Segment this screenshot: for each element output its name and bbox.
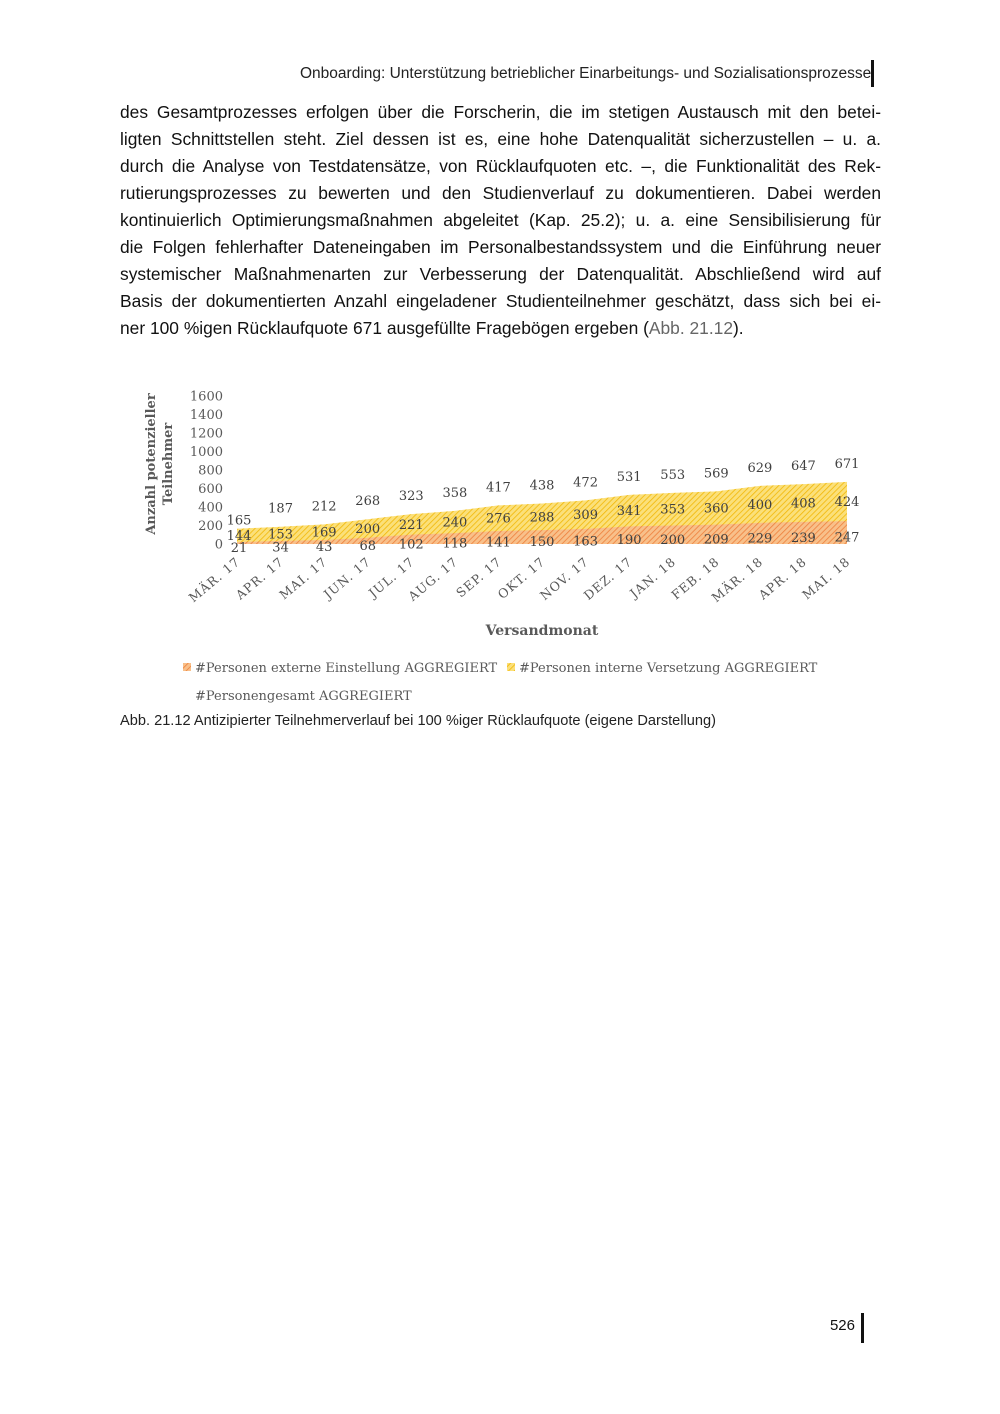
legend-label: #Personen externe Einstellung AGGREGIERT [195,661,498,676]
running-header: Onboarding: Unterstützung betrieblicher Einarbeitungs- und Sozialisationsprozesse [300,65,872,82]
data-label-intern: 276 [486,511,511,527]
data-label-extern: 34 [272,540,289,556]
legend-swatch [507,663,515,671]
data-label-gesamt: 438 [529,478,555,494]
data-label-gesamt: 165 [226,513,252,529]
x-tick-label: OKT. 17 [494,553,548,602]
paragraph-last-line-start: ner 100 %igen Rücklaufquote 671 ausgefüllte Fragebögen ergeben ( [120,318,649,338]
data-label-gesamt: 323 [398,489,424,505]
paragraph-line: rutierungsprozesses zu bewerten und den Studienverlauf zu dokumentieren. Dabei werden [120,183,881,203]
legend-swatch [183,663,191,671]
footer-rule [861,1313,864,1343]
area-chart [120,380,880,710]
paragraph-line: des Gesamtprozesses erfolgen über die Forscherin, die im stetigen Austausch mit den betei- [120,102,881,122]
data-label-gesamt: 671 [834,456,860,472]
data-label-gesamt: 472 [573,475,598,491]
data-label-intern: 424 [834,495,860,511]
data-label-extern: 68 [359,538,376,554]
y-axis-title [144,393,176,535]
data-label-extern: 141 [486,535,511,551]
data-label-intern: 341 [616,504,642,520]
data-label-extern: 21 [230,541,248,557]
y-tick-label: 1400 [189,408,223,423]
paragraph-line: ligten Schnittstellen steht. Ziel dessen ist es, eine hohe Datenqualität sicherzustellen – u. a. [120,129,881,149]
data-label-intern: 221 [398,517,424,533]
x-tick-label: APR. 18 [755,553,810,603]
data-label-intern: 353 [660,502,686,518]
legend-label: #Personen interne Versetzung AGGREGIERT [519,661,818,676]
legend-label: #Personengesamt AGGREGIERT [195,689,412,704]
y-tick-label: 400 [198,500,223,516]
data-label-intern: 200 [355,521,381,537]
data-label-extern: 247 [834,530,860,546]
data-label-extern: 190 [616,533,642,549]
body-paragraph [120,99,881,342]
x-axis-ticks [185,553,853,605]
x-tick-label: FEB. 18 [668,553,723,603]
data-label-intern: 144 [226,528,252,544]
data-label-intern: 153 [268,527,293,543]
x-axis-title: Versandmonat [485,623,599,639]
x-tick-label: MAI. 18 [799,553,853,603]
paragraph-line: Basis der dokumentierten Anzahl eingeladener Studienteilnehmer geschätzt, dass sich bei ei- [120,291,881,311]
x-tick-label: NOV. 17 [536,553,592,604]
paragraph-line: durch die Analyse von Testdatensätze, von Rücklaufquoten etc. –, die Funktionalität des Rek- [120,156,881,176]
data-label-intern: 408 [791,496,816,512]
y-tick-label: 200 [198,519,223,534]
data-label-extern: 209 [703,532,729,548]
data-label-extern: 239 [791,530,816,546]
data-label-gesamt: 358 [442,485,468,501]
data-label-intern: 400 [747,497,773,513]
data-label-gesamt: 553 [660,467,686,483]
data-label-gesamt: 647 [791,459,816,475]
y-axis-ticks [190,390,223,553]
paragraph-line: die Folgen fehlerhafter Dateneingaben im Personalbestandssystem und die Einführung neuer [120,237,881,257]
data-label-gesamt: 417 [486,480,511,496]
data-label-intern: 288 [529,510,555,526]
data-label-intern: 169 [311,525,337,541]
data-label-extern: 43 [315,540,333,556]
x-tick-label: JAN. 18 [626,553,679,601]
y-tick-label: 1200 [189,426,223,442]
data-label-extern: 102 [398,537,424,553]
data-label-gesamt: 268 [355,494,381,510]
data-label-gesamt: 212 [311,499,337,515]
y-tick-label: 1600 [189,389,223,405]
x-tick-label: MAI. 17 [276,553,331,603]
data-label-gesamt: 629 [747,460,773,476]
x-tick-label: MÄR. 18 [708,553,766,606]
data-label-extern: 150 [529,535,555,551]
header-rule [871,60,874,87]
x-tick-label: MÄR. 17 [185,553,243,606]
paragraph-line: systemischer Maßnahmenarten zur Verbesserung der Datenqualität. Abschließend wird auf [120,264,881,284]
paragraph-last-line [120,315,881,342]
x-tick-label: DEZ. 17 [580,553,636,603]
x-tick-label: SEP. 17 [453,553,505,601]
x-tick-label: AUG. 17 [405,553,461,604]
paragraph-line: kontinuierlich Optimierungsmaßnahmen abgeleitet (Kap. 25.2); u. a. eine Sensibilisierung für [120,210,881,230]
y-tick-label: 0 [214,537,223,553]
data-label-extern: 200 [660,532,686,548]
figure-reference-link[interactable]: Abb. 21.12 [648,318,734,338]
data-label-extern: 229 [747,531,773,547]
data-label-extern: 163 [573,534,598,550]
data-label-extern: 118 [442,536,468,552]
data-label-intern: 240 [442,515,468,531]
figure-caption: Abb. 21.12 Antizipierter Teilnehmerverlauf bei 100 %iger Rücklaufquote (eigene Darstellung) [120,713,716,729]
page-number: 526 [829,1317,855,1334]
data-label-intern: 360 [703,501,729,517]
x-tick-label: JUL. 17 [365,553,418,601]
y-tick-label: 600 [198,482,223,497]
paragraph-last-line-end: ). [733,318,744,338]
data-label-gesamt: 531 [616,469,642,485]
x-tick-label: APR. 17 [232,553,287,603]
chart-legend [183,661,818,704]
data-label-intern: 309 [573,508,598,524]
y-axis-title-line: Teilnehmer [161,422,176,506]
y-tick-label: 800 [198,463,223,479]
data-label-gesamt: 569 [703,466,729,482]
x-tick-label: JUN. 17 [320,553,374,602]
data-label-gesamt: 187 [268,501,293,517]
y-axis-title-line: Anzahl potenzieller [144,393,159,535]
y-tick-label: 1000 [189,445,223,460]
